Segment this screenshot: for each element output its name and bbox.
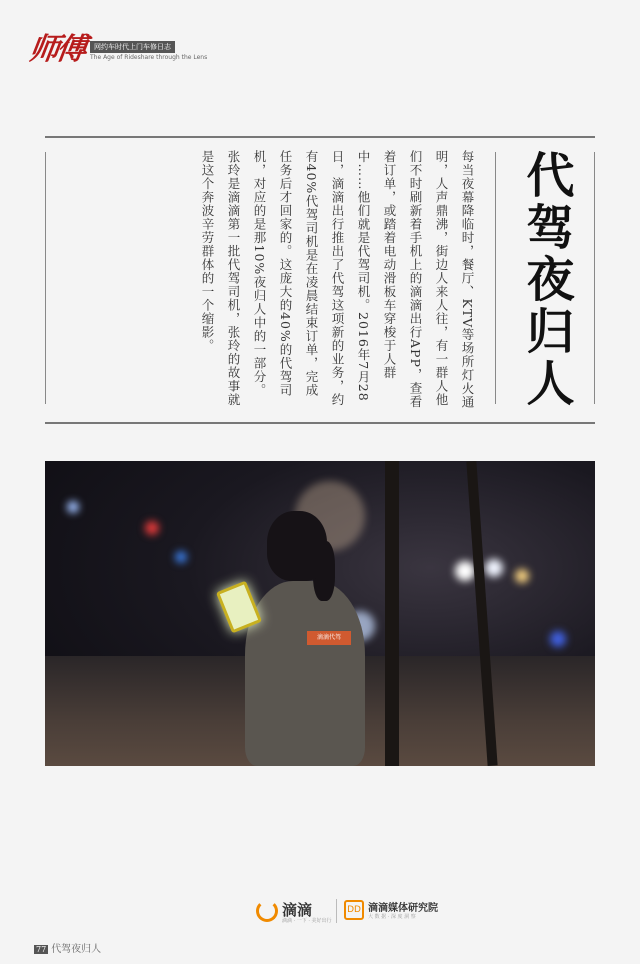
institute-name: 滴滴媒体研究院 bbox=[368, 903, 438, 914]
bottom-rule bbox=[45, 422, 595, 424]
institute-logo-icon: DD bbox=[344, 900, 364, 920]
photo-light bbox=[145, 521, 159, 535]
photo-person-body bbox=[245, 581, 365, 766]
page-number: 77 bbox=[36, 945, 47, 954]
title-rule bbox=[495, 152, 496, 404]
didi-logo-tagline: 滴滴 · 一下 · 美好出行 bbox=[282, 918, 332, 924]
photo-tree bbox=[385, 461, 399, 766]
photo-vest-label: 滴滴代驾 bbox=[307, 631, 351, 645]
photo-light bbox=[515, 569, 529, 583]
photo-person-head bbox=[267, 511, 327, 581]
article-paragraph: 每当夜幕降临时，餐厅、KTV等场所灯火通明，人声鼎沸，街边人来人往，有一群人他们不时刷新着手机上的滴滴出行APP，查看着订单，或踏着电动滑板车穿梭于人群中……他们就是代驾司机。2016年7月28日，滴滴出行推出了代驾这项新的业务，约有40%代驾司机是在凌晨结束订单，完成任务后才回家的。这庞大的40%的代驾司机，对应的是那10%夜归人中的一部分。张玲是滴滴第一批代驾司机，张玲的故事就是这个奔波辛劳群体的一个缩影。 bbox=[200, 150, 475, 410]
article-body bbox=[120, 150, 480, 410]
didi-logo-name: 滴滴 bbox=[282, 901, 313, 919]
masthead-logo: 师傅 bbox=[27, 32, 86, 67]
page-folio bbox=[34, 940, 101, 955]
photo-light bbox=[485, 559, 503, 577]
photo-light bbox=[67, 501, 79, 513]
top-rule bbox=[45, 136, 595, 138]
didi-logo-icon bbox=[256, 900, 278, 922]
logo-divider bbox=[336, 899, 337, 923]
footer-logos bbox=[256, 897, 436, 925]
article-photo bbox=[45, 461, 595, 766]
left-rule bbox=[45, 152, 46, 404]
institute-tagline: 大 数 据 · 深 度 洞 察 bbox=[368, 914, 416, 920]
article-title: 代驾夜归人 bbox=[518, 150, 574, 410]
right-rule bbox=[594, 152, 595, 404]
running-head: 代驾夜归人 bbox=[51, 944, 102, 955]
masthead bbox=[27, 22, 208, 72]
photo-light bbox=[550, 631, 566, 647]
photo-light bbox=[175, 551, 187, 563]
photo-light bbox=[455, 561, 475, 581]
masthead-tag: 网约车时代上门车修日志 bbox=[90, 41, 175, 53]
masthead-subtitle: The Age of Rideshare through the Lens bbox=[90, 54, 208, 61]
